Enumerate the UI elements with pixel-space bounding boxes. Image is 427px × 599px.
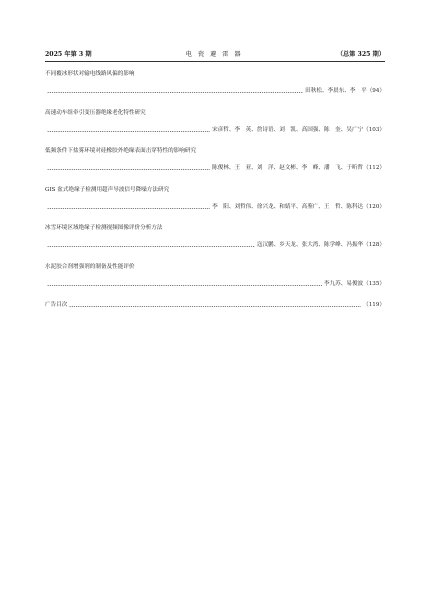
- toc-line: [45, 87, 385, 96]
- article-authors: 陈俊林、王 亚、刘 洋、赵文彬、李 峰、潘 飞、于昕哲（112）: [212, 165, 385, 171]
- dot-leader: [47, 92, 303, 93]
- dot-leader: [47, 246, 255, 247]
- dot-leader: [47, 208, 210, 209]
- header-rule: [45, 61, 385, 62]
- toc-line: [45, 280, 385, 289]
- toc-entry[interactable]: [45, 147, 385, 173]
- toc-line: [45, 164, 385, 173]
- article-authors: 宋彦哲、李 英、詹诗语、刘 凯、高国强、陈 奎、吴广宁（103）: [212, 126, 385, 133]
- article-title[interactable]: 水泥胶合剂增强剂的制备及性能评价: [45, 263, 135, 270]
- toc-entry[interactable]: [45, 186, 385, 212]
- article-authors: 田秋松、李晨东、李 平（94）: [305, 88, 385, 94]
- dot-leader: [47, 285, 322, 286]
- article-title[interactable]: 高速动车组牵引变压器绝缘老化特性研究: [45, 109, 146, 116]
- toc-line: [45, 203, 385, 212]
- toc-entry[interactable]: [45, 109, 385, 135]
- ad-index-entry[interactable]: [45, 301, 385, 310]
- issue-number: 2025 年第 3 期: [45, 50, 92, 58]
- table-of-contents: [45, 70, 385, 310]
- article-title[interactable]: 低频条件下盐雾环境对硅橡胶外绝缘表面击穿特性的影响研究: [45, 148, 197, 154]
- toc-entry[interactable]: [45, 263, 385, 289]
- toc-line: [45, 126, 385, 135]
- dot-leader: [47, 131, 210, 132]
- journal-name: 电 瓷 避 雷 器: [185, 50, 243, 58]
- toc-entry[interactable]: [45, 70, 385, 96]
- toc-line: [45, 241, 385, 250]
- article-authors: 寇汉鹏、乡天龙、张大湾、陈学峰、冯振华（128）: [256, 242, 385, 248]
- article-title[interactable]: 不同覆冰形状对输电线路风偏的影响: [45, 71, 135, 77]
- total-issue-number: （总第 325 期）: [336, 50, 385, 58]
- article-title[interactable]: GIS 盆式绝缘子检测用超声导波信号降噪方法研究: [45, 186, 170, 193]
- dot-leader: [47, 169, 210, 170]
- article-authors: 李九苏、易俊波（135）: [323, 280, 385, 287]
- page-header: [45, 47, 385, 59]
- toc-entry[interactable]: [45, 224, 385, 250]
- article-title[interactable]: 冰雪环境区域绝缘子检测视频图像评价分析方法: [45, 225, 163, 231]
- ad-index-label[interactable]: 广告目次: [45, 302, 68, 308]
- ad-index-page: （119）: [363, 302, 385, 308]
- article-authors: 李 阳、刘哲伟、徐兴龙、和婧平、高鉴广、王 哲、陈科达（120）: [212, 203, 385, 210]
- dot-leader: [69, 306, 361, 307]
